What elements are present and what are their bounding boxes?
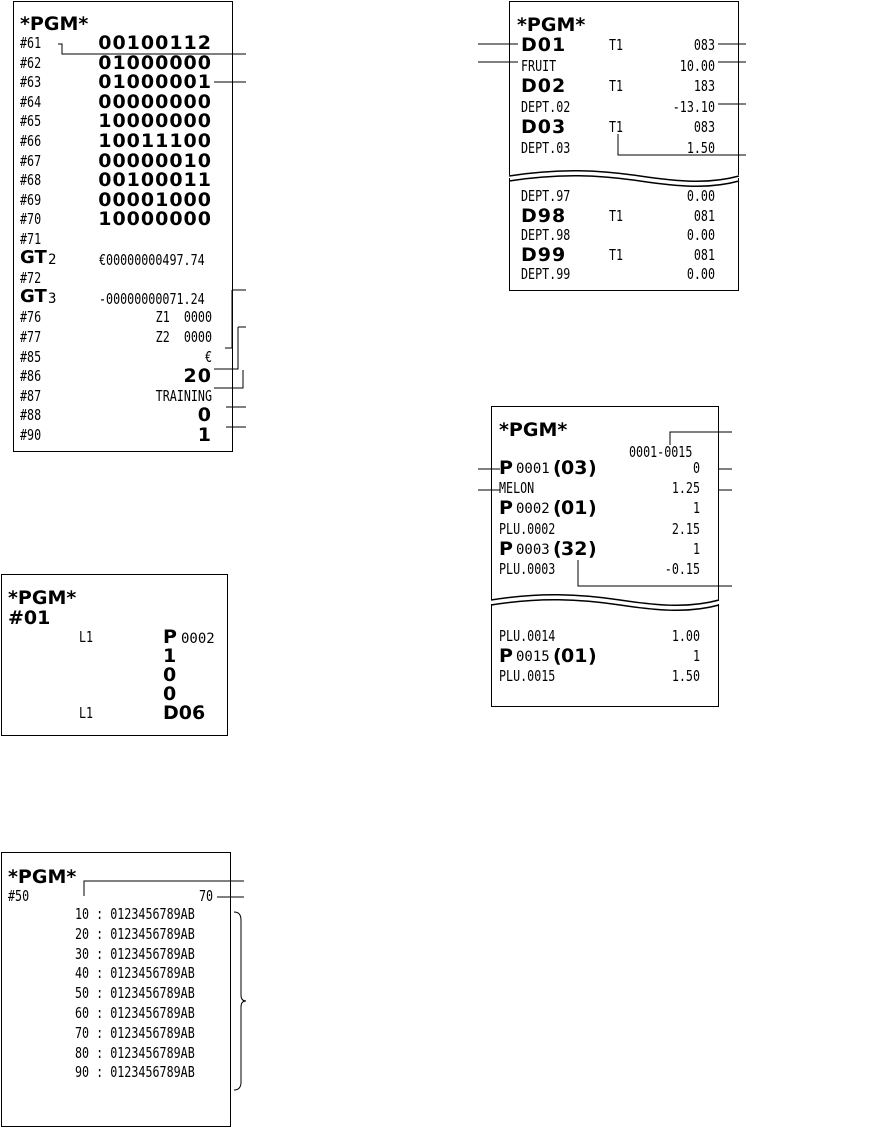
row-label: #88 — [20, 406, 42, 425]
code-row: 50 : 0123456789AB — [75, 984, 195, 1003]
row-label-number: 0003 — [516, 541, 550, 558]
paren-open: ( — [553, 645, 562, 667]
row-status: 32 — [561, 537, 588, 560]
row-label: FRUIT — [521, 56, 557, 75]
row-label: P — [499, 645, 513, 667]
row-value: TRAINING — [155, 386, 212, 405]
tear-line — [509, 171, 739, 182]
row-label: DEPT.02 — [521, 97, 571, 116]
row-value: 1.50 — [686, 138, 715, 157]
brace — [234, 912, 246, 1090]
row-label-number: 0002 — [516, 501, 550, 518]
receipt-header: *PGM* — [499, 419, 568, 441]
receipt-value: 70 — [199, 887, 214, 905]
callout — [618, 134, 746, 155]
code-row: 80 : 0123456789AB — [75, 1043, 195, 1062]
row-label: D02 — [521, 75, 567, 97]
row-value: 0 — [197, 404, 212, 427]
callout — [84, 881, 244, 896]
receipt-header: *PGM* — [8, 587, 77, 609]
row-label: PLU.0002 — [499, 519, 556, 538]
row-value: P — [163, 626, 177, 648]
code-row: 60 : 0123456789AB — [75, 1004, 195, 1022]
row-tax: T1 — [609, 245, 624, 264]
paren-open: ( — [553, 537, 562, 560]
row-value: 183 — [693, 77, 715, 95]
code-row: 10 : 0123456789AB — [75, 905, 195, 923]
code-row: 90 : 0123456789AB — [75, 1063, 195, 1082]
callout — [225, 290, 232, 348]
row-value-suffix: 0002 — [181, 631, 215, 647]
row-value: 083 — [693, 36, 715, 54]
callout — [578, 560, 732, 586]
row-label: D03 — [521, 116, 567, 138]
row-value: 0 — [163, 664, 177, 686]
row-tax: T1 — [609, 118, 624, 136]
row-label-number: 0001 — [516, 461, 550, 477]
row-value: 1.00 — [671, 627, 700, 645]
row-label: #68 — [20, 171, 42, 190]
row-label-number: 0015 — [516, 649, 550, 665]
row-label: #76 — [20, 308, 42, 327]
row-value: 1.25 — [671, 479, 700, 498]
callout — [58, 44, 246, 54]
paren-open: ( — [553, 497, 562, 520]
row-value: 081 — [693, 245, 715, 264]
row-value: -13.10 — [672, 97, 715, 116]
row-label: #85 — [20, 347, 42, 366]
row-value: 10.00 — [679, 56, 715, 75]
row-value: 1.50 — [671, 667, 700, 685]
code-row: 20 : 0123456789AB — [75, 924, 195, 943]
row-label: L1 — [79, 628, 94, 646]
row-label: D01 — [521, 34, 567, 56]
row-tax: T1 — [609, 36, 624, 54]
row-label: GT — [20, 285, 47, 307]
row-value: 01000000 — [98, 51, 212, 74]
row-value: 01000001 — [98, 71, 212, 94]
paren-close: ) — [588, 537, 597, 560]
row-label: DEPT.99 — [521, 265, 571, 283]
row-value: 00100112 — [98, 32, 212, 54]
row-status: 01 — [561, 497, 588, 520]
row-value: €00000000497.74 — [99, 250, 205, 269]
row-value: 0 — [163, 683, 177, 705]
row-value: 081 — [693, 206, 715, 225]
row-label: #86 — [20, 367, 42, 386]
paren-close: ) — [588, 457, 597, 479]
row-value: 00001000 — [98, 188, 212, 211]
row-label: P — [499, 497, 513, 520]
row-label: #66 — [20, 132, 42, 150]
code-row: 30 : 0123456789AB — [75, 944, 195, 963]
row-label: #77 — [20, 328, 42, 346]
row-label: D98 — [521, 204, 567, 227]
row-value: D06 — [163, 702, 206, 724]
row-label: P — [499, 537, 513, 560]
row-label: DEPT.97 — [521, 187, 571, 205]
row-value: 2.15 — [671, 519, 700, 538]
row-label: #65 — [20, 112, 42, 131]
row-label: #64 — [20, 92, 42, 111]
row-label: #70 — [20, 210, 42, 229]
paren-close: ) — [588, 497, 597, 520]
row-label: PLU.0015 — [499, 667, 556, 685]
row-label: #72 — [20, 269, 42, 288]
row-value: Z1 0000 — [155, 308, 212, 327]
receipt-header: *PGM* — [20, 13, 89, 35]
row-label: #61 — [20, 34, 42, 52]
receipt-header: *PGM* — [517, 14, 586, 36]
row-label: L1 — [79, 704, 94, 722]
row-value: 1 — [692, 499, 700, 518]
paren-close: ) — [588, 645, 597, 667]
row-label: #63 — [20, 73, 42, 92]
row-label: PLU.0003 — [499, 560, 556, 578]
row-label: #62 — [20, 53, 42, 72]
row-value: 10011100 — [98, 130, 212, 152]
row-label: DEPT.03 — [521, 138, 571, 157]
row-label: D99 — [521, 243, 567, 266]
row-label: DEPT.98 — [521, 226, 571, 244]
row-label: #71 — [20, 230, 42, 248]
row-value: 00000010 — [98, 149, 212, 172]
row-value: 00000000 — [98, 90, 212, 113]
code-row: 40 : 0123456789AB — [75, 964, 195, 983]
row-value: Z2 0000 — [155, 328, 212, 346]
row-value: 1 — [692, 539, 700, 558]
row-status: 03 — [561, 457, 588, 479]
row-value: 1 — [197, 424, 212, 446]
row-value: 00100011 — [98, 169, 212, 192]
row-value: 1 — [163, 645, 177, 667]
receipt-label: #50 — [8, 887, 30, 905]
row-label: #90 — [20, 426, 42, 444]
callout — [670, 432, 732, 445]
row-value: 20 — [183, 365, 212, 388]
row-label: MELON — [499, 479, 535, 498]
row-label: P — [499, 457, 513, 479]
row-label-suffix: 3 — [48, 290, 57, 307]
row-value: 1 — [692, 647, 700, 665]
row-value: -0.15 — [664, 560, 700, 578]
row-value: -00000000071.24 — [99, 289, 205, 308]
row-value: € — [204, 347, 212, 366]
code-row: 70 : 0123456789AB — [75, 1023, 195, 1042]
row-label: PLU.0014 — [499, 627, 556, 645]
row-value: 0.00 — [686, 187, 715, 205]
row-status: 01 — [561, 645, 588, 667]
row-value: 0.00 — [686, 265, 715, 283]
callout — [214, 370, 243, 388]
row-tax: T1 — [609, 206, 624, 225]
row-value: 083 — [693, 118, 715, 136]
row-label: #67 — [20, 151, 42, 170]
row-value: 0 — [692, 459, 700, 477]
row-label: GT — [20, 246, 47, 268]
row-value: 10000000 — [98, 208, 212, 231]
receipt-header: *PGM* — [8, 866, 77, 888]
row-label: #69 — [20, 190, 42, 209]
row-tax: T1 — [609, 77, 624, 95]
row-label-suffix: 2 — [48, 251, 57, 268]
row-value: 10000000 — [98, 110, 212, 133]
paren-open: ( — [553, 457, 562, 479]
plu-range: 0001-0015 — [629, 443, 693, 461]
row-label: #87 — [20, 386, 42, 405]
receipt-title: #01 — [8, 607, 51, 629]
row-value: 0.00 — [686, 226, 715, 244]
